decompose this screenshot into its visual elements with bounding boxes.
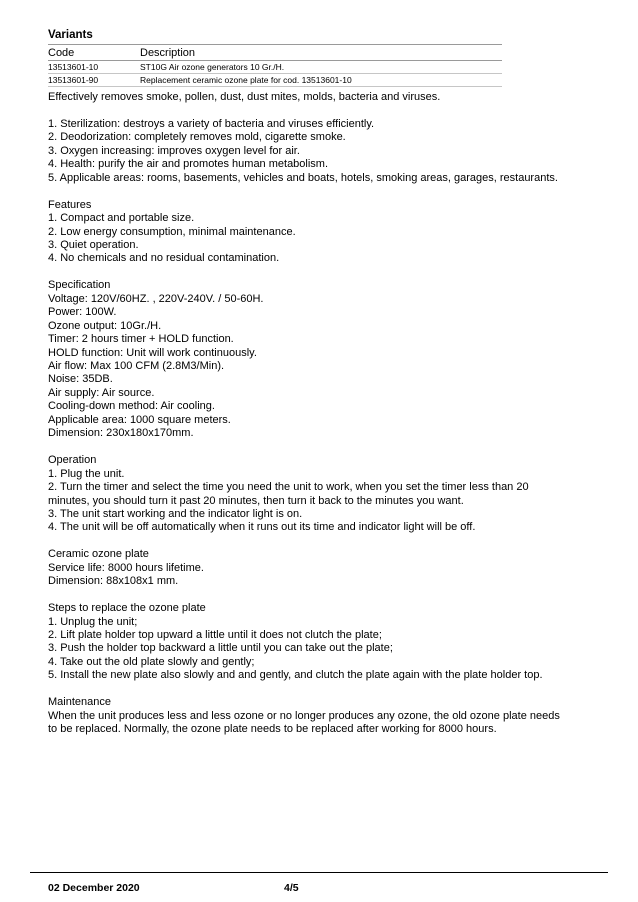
variants-header-row (48, 45, 502, 61)
list-item: Dimension: 88x108x1 mm. (48, 575, 179, 588)
product-description (48, 91, 568, 737)
list-item: Noise: 35DB. (48, 373, 113, 386)
list-item: 3. Push the holder top backward a little until you can take out the plate; (48, 642, 393, 655)
variant-code: 13513601-90 (48, 74, 140, 87)
benefits-list (48, 118, 568, 185)
list-item: 2. Low energy consumption, minimal maintenance. (48, 225, 296, 238)
variant-description: Replacement ceramic ozone plate for cod. 13513601-10 (140, 74, 502, 87)
list-item: Air flow: Max 100 CFM (2.8M3/Min). (48, 360, 225, 373)
list-item: 4. No chemicals and no residual contamination. (48, 252, 280, 265)
section-title: Maintenance (48, 696, 111, 709)
list-item: Timer: 2 hours timer + HOLD function. (48, 333, 234, 346)
list-item: Cooling-down method: Air cooling. (48, 400, 215, 413)
list-item: minutes, you should turn it past 20 minutes, then turn it back to the minutes you want. (48, 494, 464, 507)
list-item: HOLD function: Unit will work continuously. (48, 346, 257, 359)
variants-table (48, 44, 502, 87)
list-item: 2. Lift plate holder top upward a little until it does not clutch the plate; (48, 629, 382, 642)
table-row (48, 74, 502, 87)
section-title: Steps to replace the ozone plate (48, 602, 206, 615)
list-item: 3. Oxygen increasing: improves oxygen level for air. (48, 144, 300, 157)
footer-divider (30, 872, 608, 873)
list-item: 1. Plug the unit. (48, 467, 125, 480)
section-title: Ceramic ozone plate (48, 548, 149, 561)
list-item: 2. Deodorization: completely removes mold, cigarette smoke. (48, 131, 346, 144)
section-title: Features (48, 198, 92, 211)
section-title: Operation (48, 454, 97, 467)
footer-date: 02 December 2020 (48, 882, 140, 894)
column-header-code: Code (48, 45, 140, 61)
maintenance-section (48, 696, 568, 736)
list-item: 1. Unplug the unit; (48, 615, 138, 628)
list-item: to be replaced. Normally, the ozone plate needs to be replaced after working for 8000 hours. (48, 723, 497, 736)
list-item: Power: 100W. (48, 306, 117, 319)
list-item: Applicable area: 1000 square meters. (48, 413, 231, 426)
intro-text: Effectively removes smoke, pollen, dust, dust mites, molds, bacteria and viruses. (48, 91, 441, 103)
variant-description: ST10G Air ozone generators 10 Gr./H. (140, 61, 502, 74)
list-item: Ozone output: 10Gr./H. (48, 319, 162, 332)
list-item: 5. Install the new plate also slowly and and gently, and clutch the plate again with the plate holder top. (48, 669, 543, 682)
list-item: 3. The unit start working and the indicator light is on. (48, 507, 303, 520)
ceramic-plate-section (48, 548, 568, 588)
replace-steps-section (48, 602, 568, 683)
section-title: Specification (48, 279, 111, 292)
list-item: Service life: 8000 hours lifetime. (48, 561, 204, 574)
list-item: 4. Health: purify the air and promotes human metabolism. (48, 158, 329, 171)
variants-title: Variants (48, 29, 93, 41)
table-row (48, 61, 502, 74)
column-header-description: Description (140, 45, 502, 61)
list-item: 3. Quiet operation. (48, 238, 139, 251)
list-item: 1. Sterilization: destroys a variety of bacteria and viruses efficiently. (48, 117, 375, 130)
list-item: 1. Compact and portable size. (48, 212, 195, 225)
list-item: 4. The unit will be off automatically when it runs out its time and indicator light will be off. (48, 521, 476, 534)
list-item: 4. Take out the old plate slowly and gently; (48, 655, 255, 668)
variant-code: 13513601-10 (48, 61, 140, 74)
list-item: Air supply: Air source. (48, 386, 155, 399)
page-number: 4/5 (284, 882, 299, 894)
list-item: Voltage: 120V/60HZ. , 220V-240V. / 50-60H. (48, 292, 264, 305)
operation-section (48, 454, 568, 535)
features-section (48, 199, 568, 266)
list-item: When the unit produces less and less ozone or no longer produces any ozone, the old ozone plate needs (48, 709, 560, 722)
specification-section (48, 279, 568, 440)
list-item: Dimension: 230x180x170mm. (48, 427, 194, 440)
list-item: 5. Applicable areas: rooms, basements, vehicles and boats, hotels, smoking areas, garages, restaurants. (48, 171, 558, 184)
list-item: 2. Turn the timer and select the time you need the unit to work, when you set the timer less than 20 (48, 481, 529, 494)
